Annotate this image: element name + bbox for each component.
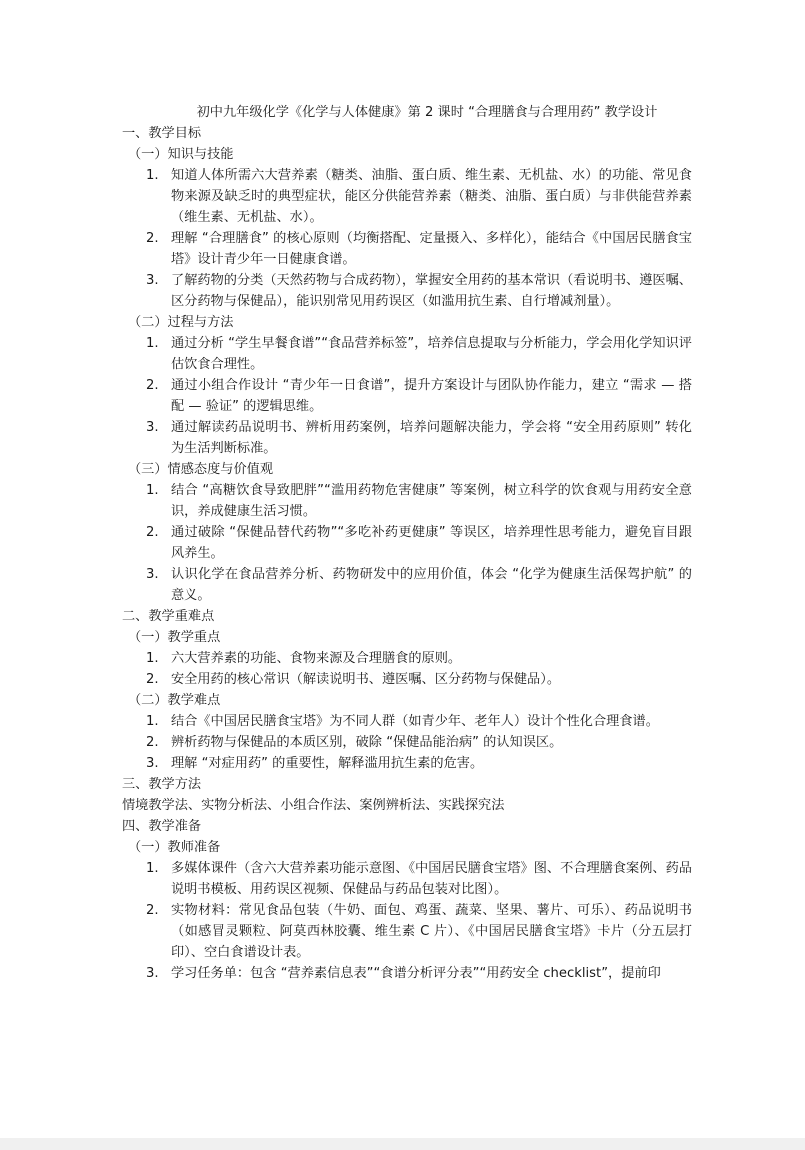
section-heading-methods: 三、教学方法: [122, 777, 202, 792]
list-item: [122, 417, 692, 459]
list-text: 六大营养素的功能、食物来源及合理膳食的原则。: [171, 651, 462, 666]
list-text: 认识化学在食品营养分析、药物研发中的应用价值，体会 “化学为健康生活保驾护航” 的意义。: [171, 567, 692, 603]
list-text: 理解 “合理膳食” 的核心原则（均衡搭配、定量摄入、多样化），能结合《中国居民膳食宝塔》设计青少年一日健康食谱。: [171, 231, 692, 267]
list-text: 通过小组合作设计 “青少年一日食谱”，提升方案设计与团队协作能力，建立 “需求 — 搭配 — 验证” 的逻辑思维。: [171, 378, 692, 414]
section-heading-key-points: 二、教学重难点: [122, 609, 215, 624]
list-number: 1.: [146, 336, 159, 351]
list-number: 2.: [146, 903, 159, 918]
list-number: 1.: [146, 861, 159, 876]
teacher-prep-list: [122, 858, 692, 984]
list-number: 2.: [146, 378, 159, 393]
subsection-heading-knowledge: （一）知识与技能: [128, 147, 234, 162]
list-number: 3.: [146, 567, 159, 582]
list-item: [122, 669, 692, 690]
list-number: 2.: [146, 672, 159, 687]
process-list: [122, 333, 692, 459]
list-number: 3.: [146, 273, 159, 288]
difficulties-list: [122, 711, 692, 774]
list-item: [122, 333, 692, 375]
list-number: 3.: [146, 966, 159, 981]
list-item: [122, 564, 692, 606]
document-body: [122, 102, 692, 984]
methods-text: 情境教学法、实物分析法、小组合作法、案例辨析法、实践探究法: [122, 798, 505, 813]
list-item: [122, 711, 692, 732]
list-item: [122, 480, 692, 522]
list-text: 通过分析 “学生早餐食谱”“食品营养标签”，培养信息提取与分析能力，学会用化学知识评估饮食合理性。: [171, 336, 692, 372]
page-title: 初中九年级化学《化学与人体健康》第 2 课时 “合理膳食与合理用药” 教学设计: [196, 105, 658, 120]
list-number: 1.: [146, 168, 159, 183]
subsection-heading-process: （二）过程与方法: [128, 315, 234, 330]
list-number: 1.: [146, 714, 159, 729]
list-text: 了解药物的分类（天然药物与合成药物），掌握安全用药的基本常识（看说明书、遵医嘱、区分药物与保健品），能识别常见用药误区（如滥用抗生素、自行增减剂量）。: [171, 273, 692, 309]
section-heading-preparation: 四、教学准备: [122, 819, 202, 834]
list-number: 2.: [146, 231, 159, 246]
list-text: 通过解读药品说明书、辨析用药案例，培养问题解决能力，学会将 “安全用药原则” 转化为生活判断标准。: [171, 420, 692, 456]
list-text: 辨析药物与保健品的本质区别，破除 “保健品能治病” 的认知误区。: [171, 735, 563, 750]
list-item: [122, 858, 692, 900]
list-item: [122, 900, 692, 963]
list-item: [122, 753, 692, 774]
list-item: [122, 270, 692, 312]
subsection-heading-teacher-prep: （一）教师准备: [128, 840, 221, 855]
knowledge-list: [122, 165, 692, 312]
list-item: [122, 963, 692, 984]
section-heading-objectives: 一、教学目标: [122, 126, 202, 141]
list-item: [122, 375, 692, 417]
list-item: [122, 228, 692, 270]
list-item: [122, 648, 692, 669]
list-number: 1.: [146, 651, 159, 666]
page-bottom-margin: [0, 1138, 805, 1150]
list-text: 多媒体课件（含六大营养素功能示意图、《中国居民膳食宝塔》图、不合理膳食案例、药品说明书模板、用药误区视频、保健品与药品包装对比图）。: [171, 861, 692, 897]
list-text: 结合《中国居民膳食宝塔》为不同人群（如青少年、老年人）设计个性化合理食谱。: [171, 714, 659, 729]
list-text: 实物材料：常见食品包装（牛奶、面包、鸡蛋、蔬菜、坚果、薯片、可乐）、药品说明书（如感冒灵颗粒、阿莫西林胶囊、维生素 C 片）、《中国居民膳食宝塔》卡片（分五层打印）、空白食谱设计表。: [171, 903, 692, 960]
list-number: 3.: [146, 756, 159, 771]
list-item: [122, 165, 692, 228]
list-text: 学习任务单：包含 “营养素信息表”“食谱分析评分表”“用药安全 checklist”，提前印: [171, 966, 661, 981]
list-number: 3.: [146, 420, 159, 435]
values-list: [122, 480, 692, 606]
list-text: 结合 “高糖饮食导致肥胖”“滥用药物危害健康” 等案例，树立科学的饮食观与用药安全意识，养成健康生活习惯。: [171, 483, 692, 519]
list-item: [122, 732, 692, 753]
list-item: [122, 522, 692, 564]
list-text: 知道人体所需六大营养素（糖类、油脂、蛋白质、维生素、无机盐、水）的功能、常见食物来源及缺乏时的典型症状，能区分供能营养素（糖类、油脂、蛋白质）与非供能营养素（维生素、无机盐、水）。: [171, 168, 692, 225]
list-number: 1.: [146, 483, 159, 498]
list-text: 安全用药的核心常识（解读说明书、遵医嘱、区分药物与保健品）。: [171, 672, 561, 687]
list-text: 通过破除 “保健品替代药物”“多吃补药更健康” 等误区，培养理性思考能力，避免盲目跟风养生。: [171, 525, 692, 561]
focus-list: [122, 648, 692, 690]
subsection-heading-difficulties: （二）教学难点: [128, 693, 221, 708]
subsection-heading-focus: （一）教学重点: [128, 630, 221, 645]
subsection-heading-values: （三）情感态度与价值观: [128, 462, 274, 477]
list-text: 理解 “对症用药” 的重要性，解释滥用抗生素的危害。: [171, 756, 484, 771]
list-number: 2.: [146, 735, 159, 750]
list-number: 2.: [146, 525, 159, 540]
